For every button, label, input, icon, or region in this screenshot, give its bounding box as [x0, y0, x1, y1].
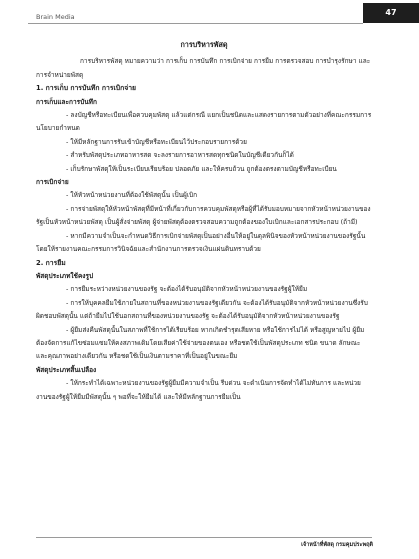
brand-name: Brain Media — [36, 13, 75, 21]
paragraph: - ผู้ยืมส่งคืนพัสดุนั้นในสภาพที่ใช้การได้เรียบร้อย หากเกิดชำรุดเสียหาย หรือใช้การไม่ได้ หรือสูญหายไป ผู้ยืมต้องจัดการแก้ไขซ่อมแซมให้คงสภาพเดิมโดยเสียค่าใช้จ่ายของตนเอง หรือชดใช้เป็นพัสดุประเภท ชนิด ขนาด ลักษณะและคุณภาพอย่างเดียวกัน หรือชดใช้เป็นเงินตามราคาที่เป็นอยู่ในขณะยืม — [36, 325, 365, 361]
section-heading: การเบิกจ่าย — [36, 178, 69, 187]
paragraph-list — [36, 55, 372, 404]
document-title: การบริหารพัสดุ — [180, 40, 228, 49]
paragraph: - หากมีความจำเป็นจะกำหนดวิธีการเบิกจ่ายพัสดุเป็นอย่างอื่นให้อยู่ในดุลพินิจของหัวหน้าหน่วยงานของรัฐนั้น โดยให้รายงานคณะกรรมการวินิจฉัยและสำนักงานการตรวจเงินแผ่นดินทราบด้วย — [36, 231, 366, 254]
section-heading: 1. การเก็บ การบันทึก การเบิกจ่าย — [36, 84, 137, 93]
paragraph: - ให้หัวหน้าหน่วยงานที่ต้องใช้พัสดุนั้น เป็นผู้เบิก — [66, 191, 198, 200]
section-heading: การเก็บและการบันทึก — [36, 97, 97, 106]
section-heading: พัสดุประเภทใช้คงรูป — [36, 271, 94, 280]
header-divider — [28, 23, 363, 24]
paragraph: - การจ่ายพัสดุให้หัวหน้าพัสดุที่มีหน้าที่เกี่ยวกับการควบคุมพัสดุหรือผู้ที่ได้รับมอบหมายจากหัวหน้าหน่วยงานของรัฐเป็นหัวหน้าหน่วยพัสดุ เป็นผู้สั่งจ่ายพัสดุ ผู้จ่ายพัสดุต้องตรวจสอบความถูกต้องของใบเบิกและเอกสารประกอบ (ถ้ามี) — [36, 204, 371, 227]
document-body — [36, 38, 372, 404]
paragraph: - ลงบัญชีหรือทะเบียนเพื่อควบคุมพัสดุ แล้วแต่กรณี แยกเป็นชนิดและแสดงรายการตามตัวอย่างที่คณะกรรมการนโยบายกำหนด — [36, 111, 372, 133]
paragraph: - การให้บุคคลยืมใช้ภายในสถานที่ของหน่วยงานของรัฐเดียวกัน จะต้องได้รับอนุมัติจากหัวหน้าหน่วยงานซึ่งรับผิดชอบพัสดุนั้น แต่ถ้ายืมไปใช้นอกสถานที่ของหน่วยงานของรัฐ จะต้องได้รับอนุมัติจากหัวหน้าหน่วยงานของรัฐ — [36, 298, 368, 321]
page-header — [28, 0, 419, 24]
paragraph: - เก็บรักษาพัสดุให้เป็นระเบียบเรียบร้อย ปลอดภัย และให้ครบถ้วน ถูกต้องตรงตามบัญชีหรือทะเบียน — [66, 164, 337, 173]
paragraph: - การยืมระหว่างหน่วยงานของรัฐ จะต้องได้รับอนุมัติจากหัวหน้าหน่วยงานของรัฐผู้ให้ยืม — [66, 285, 308, 294]
footer-divider — [36, 537, 372, 538]
paragraph: - สำหรับพัสดุประเภทอาหารสด จะลงรายการอาหารสดทุกชนิดในบัญชีเดียวกันก็ได้ — [66, 151, 294, 160]
paragraph: - ให้กระทำได้เฉพาะหน่วยงานของรัฐผู้ยืมมีความจำเป็น รีบด่วน จะดำเนินการจัดทำได้ไม่ทันการ และหน่วยงานของรัฐผู้ให้ยืมมีพัสดุนั้น ๆ พอที่จะให้ยืมได้ และให้มีหลักฐานการยืมเป็น — [36, 379, 361, 401]
section-heading: พัสดุประเภทสิ้นเปลือง — [36, 365, 97, 374]
paragraph: การบริหารพัสดุ หมายความว่า การเก็บ การบันทึก การเบิกจ่าย การยืม การตรวจสอบ การบำรุงรักษา และการจำหน่ายพัสดุ — [36, 57, 371, 79]
page-number: 47 — [363, 3, 419, 23]
page-footer: เจ้าหน้าที่พัสดุ กรมคุมประพฤติ — [301, 542, 373, 548]
paragraph: - ให้มีหลักฐานการรับเข้าบัญชีหรือทะเบียนไว้ประกอบรายการด้วย — [66, 137, 247, 146]
section-heading: 2. การยืม — [36, 258, 66, 267]
